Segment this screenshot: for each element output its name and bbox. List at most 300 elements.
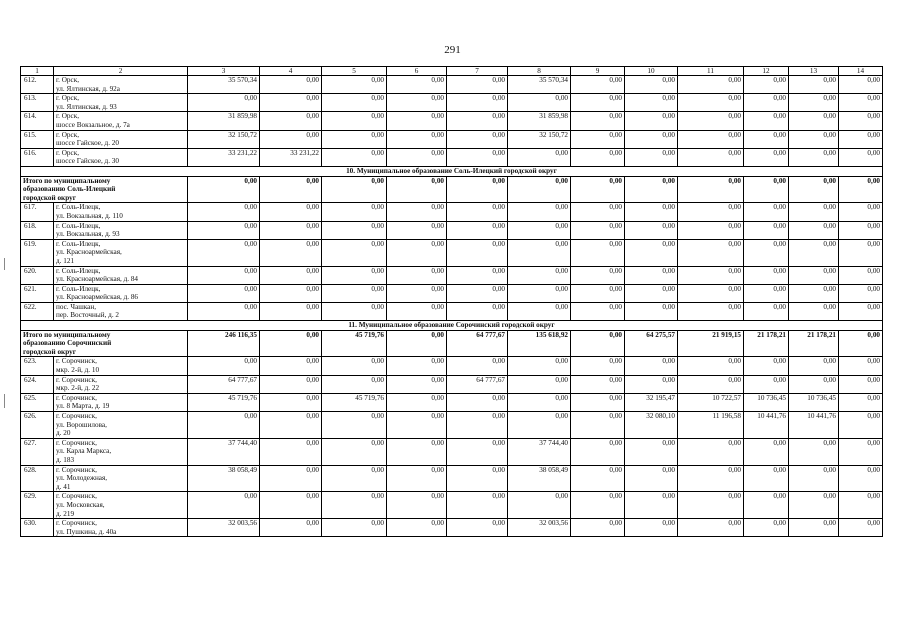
- table-row: [21, 221, 883, 239]
- value-cell: 0,00: [625, 357, 678, 375]
- value-cell: 0,00: [260, 176, 322, 203]
- value-cell: 0,00: [447, 465, 508, 492]
- value-cell: 0,00: [260, 221, 322, 239]
- address-line: г. Сорочинск,: [56, 357, 97, 366]
- value-cell: 0,00: [188, 176, 260, 203]
- address-cell: [54, 203, 188, 221]
- value-cell: 135 618,92: [508, 330, 571, 357]
- value-cell: 0,00: [387, 357, 447, 375]
- address-line: ул. Молодежная,: [56, 474, 108, 483]
- value-cell: 0,00: [839, 375, 883, 393]
- value-cell: 32 003,56: [188, 519, 260, 537]
- value-cell: 0,00: [322, 130, 387, 148]
- address-cell: [54, 130, 188, 148]
- value-cell: 0,00: [508, 412, 571, 439]
- value-cell: 0,00: [744, 176, 789, 203]
- value-cell: 0,00: [447, 357, 508, 375]
- value-cell: 0,00: [387, 393, 447, 411]
- total-label-line: городской округ: [23, 347, 76, 356]
- value-cell: 0,00: [322, 176, 387, 203]
- address-line: д. 20: [56, 429, 71, 438]
- value-cell: 0,00: [571, 239, 625, 266]
- value-cell: 0,00: [678, 76, 744, 94]
- table-row: [21, 302, 883, 320]
- value-cell: 0,00: [260, 76, 322, 94]
- value-cell: 0,00: [789, 438, 839, 465]
- value-cell: 0,00: [678, 148, 744, 166]
- value-cell: 64 777,67: [188, 375, 260, 393]
- table-row: [21, 76, 883, 94]
- header-cell: 14: [839, 67, 883, 76]
- value-cell: 0,00: [322, 357, 387, 375]
- value-cell: 10 736,45: [789, 393, 839, 411]
- value-cell: 0,00: [260, 412, 322, 439]
- value-cell: 21 178,21: [744, 330, 789, 357]
- total-label-line: образованию Соль-Илецкий: [23, 185, 116, 194]
- value-cell: 0,00: [789, 176, 839, 203]
- value-cell: 0,00: [571, 94, 625, 112]
- address-line: д. 41: [56, 482, 71, 491]
- value-cell: 10 722,57: [678, 393, 744, 411]
- value-cell: 45 719,76: [322, 330, 387, 357]
- address-line: шоссе Гайское, д. 30: [56, 157, 119, 166]
- total-row: [21, 330, 883, 357]
- value-cell: 0,00: [447, 284, 508, 302]
- header-cell: 7: [447, 67, 508, 76]
- table-row: [21, 438, 883, 465]
- table-row: [21, 357, 883, 375]
- total-row: [21, 176, 883, 203]
- value-cell: 0,00: [322, 284, 387, 302]
- address-line: г. Орск,: [56, 130, 79, 139]
- address-line: ул. Пушкина, д. 40а: [56, 527, 117, 536]
- table-row: [21, 284, 883, 302]
- address-cell: [54, 239, 188, 266]
- value-cell: 0,00: [260, 375, 322, 393]
- value-cell: 0,00: [188, 94, 260, 112]
- value-cell: 0,00: [188, 492, 260, 519]
- value-cell: 35 570,34: [188, 76, 260, 94]
- value-cell: 246 116,35: [188, 330, 260, 357]
- value-cell: 0,00: [387, 94, 447, 112]
- value-cell: 0,00: [260, 112, 322, 130]
- row-number: 627.: [21, 438, 54, 465]
- header-cell: 2: [54, 67, 188, 76]
- row-number: 629.: [21, 492, 54, 519]
- table-row: [21, 203, 883, 221]
- row-number: 613.: [21, 94, 54, 112]
- address-line: г. Орск,: [56, 148, 79, 157]
- value-cell: 31 859,98: [188, 112, 260, 130]
- address-line: пос. Чашкан,: [56, 302, 97, 311]
- value-cell: 0,00: [260, 302, 322, 320]
- row-number: 625.: [21, 393, 54, 411]
- value-cell: 10 441,76: [744, 412, 789, 439]
- value-cell: 0,00: [789, 94, 839, 112]
- value-cell: 0,00: [387, 148, 447, 166]
- value-cell: 0,00: [625, 148, 678, 166]
- address-line: мкр. 2-й, д. 22: [56, 384, 100, 393]
- value-cell: 0,00: [744, 221, 789, 239]
- header-cell: 1: [21, 67, 54, 76]
- value-cell: 33 231,22: [188, 148, 260, 166]
- table-row: [21, 239, 883, 266]
- value-cell: 64 777,67: [447, 375, 508, 393]
- value-cell: 0,00: [571, 221, 625, 239]
- value-cell: 0,00: [571, 176, 625, 203]
- address-line: ул. Красноармейская, д. 86: [56, 293, 139, 302]
- value-cell: 0,00: [678, 94, 744, 112]
- table-row: [21, 393, 883, 411]
- value-cell: 0,00: [744, 94, 789, 112]
- header-cell: 11: [678, 67, 744, 76]
- header-cell: 12: [744, 67, 789, 76]
- value-cell: 0,00: [571, 130, 625, 148]
- value-cell: 0,00: [625, 176, 678, 203]
- value-cell: 0,00: [387, 519, 447, 537]
- value-cell: 0,00: [678, 239, 744, 266]
- value-cell: 0,00: [387, 492, 447, 519]
- section-row: [21, 321, 883, 331]
- address-line: г. Соль-Илецк,: [56, 203, 101, 212]
- value-cell: 0,00: [839, 221, 883, 239]
- value-cell: 0,00: [260, 239, 322, 266]
- value-cell: 0,00: [260, 130, 322, 148]
- value-cell: 0,00: [789, 239, 839, 266]
- value-cell: 0,00: [387, 375, 447, 393]
- row-number: 630.: [21, 519, 54, 537]
- value-cell: 0,00: [322, 239, 387, 266]
- value-cell: 0,00: [260, 94, 322, 112]
- value-cell: 0,00: [508, 375, 571, 393]
- value-cell: 0,00: [188, 221, 260, 239]
- value-cell: 0,00: [387, 76, 447, 94]
- value-cell: 0,00: [625, 438, 678, 465]
- value-cell: 0,00: [678, 284, 744, 302]
- address-cell: [54, 112, 188, 130]
- value-cell: 0,00: [322, 94, 387, 112]
- value-cell: 0,00: [571, 76, 625, 94]
- value-cell: 0,00: [744, 148, 789, 166]
- value-cell: 0,00: [744, 76, 789, 94]
- value-cell: 0,00: [678, 176, 744, 203]
- value-cell: 0,00: [625, 112, 678, 130]
- value-cell: 0,00: [744, 465, 789, 492]
- value-cell: 0,00: [839, 302, 883, 320]
- header-cell: 9: [571, 67, 625, 76]
- value-cell: 0,00: [322, 465, 387, 492]
- value-cell: 0,00: [508, 221, 571, 239]
- address-line: г. Сорочинск,: [56, 393, 97, 402]
- value-cell: 0,00: [260, 465, 322, 492]
- address-cell: [54, 302, 188, 320]
- value-cell: 0,00: [571, 266, 625, 284]
- value-cell: 64 275,57: [625, 330, 678, 357]
- value-cell: 0,00: [744, 239, 789, 266]
- value-cell: 0,00: [508, 148, 571, 166]
- address-line: ул. Карла Маркса,: [56, 447, 112, 456]
- value-cell: 0,00: [678, 492, 744, 519]
- value-cell: 0,00: [508, 357, 571, 375]
- value-cell: 0,00: [260, 330, 322, 357]
- row-number: 628.: [21, 465, 54, 492]
- value-cell: 0,00: [839, 465, 883, 492]
- table-row: [21, 492, 883, 519]
- value-cell: 0,00: [322, 76, 387, 94]
- value-cell: 0,00: [322, 438, 387, 465]
- address-cell: [54, 266, 188, 284]
- value-cell: 0,00: [260, 438, 322, 465]
- value-cell: 0,00: [447, 519, 508, 537]
- value-cell: 35 570,34: [508, 76, 571, 94]
- row-number: 617.: [21, 203, 54, 221]
- value-cell: 0,00: [839, 176, 883, 203]
- value-cell: 11 196,58: [678, 412, 744, 439]
- value-cell: 0,00: [260, 203, 322, 221]
- value-cell: 0,00: [508, 302, 571, 320]
- address-line: ул. 8 Марта, д. 19: [56, 402, 110, 411]
- address-line: ул. Московская,: [56, 501, 105, 509]
- value-cell: 21 919,15: [678, 330, 744, 357]
- page-number: 291: [444, 44, 461, 56]
- section-title: 11. Муниципальное образование Сорочинский городской округ: [21, 321, 883, 331]
- value-cell: 10 736,45: [744, 393, 789, 411]
- address-cell: [54, 412, 188, 439]
- value-cell: 0,00: [571, 357, 625, 375]
- value-cell: 0,00: [789, 284, 839, 302]
- table-row: [21, 465, 883, 492]
- value-cell: 0,00: [625, 239, 678, 266]
- value-cell: 0,00: [678, 375, 744, 393]
- value-cell: 0,00: [508, 239, 571, 266]
- value-cell: 0,00: [678, 519, 744, 537]
- value-cell: 0,00: [387, 112, 447, 130]
- value-cell: 0,00: [188, 203, 260, 221]
- value-cell: 0,00: [188, 357, 260, 375]
- value-cell: 0,00: [839, 239, 883, 266]
- value-cell: 0,00: [571, 465, 625, 492]
- value-cell: 0,00: [447, 393, 508, 411]
- address-cell: [54, 465, 188, 492]
- table-row: [21, 519, 883, 537]
- value-cell: 0,00: [789, 519, 839, 537]
- value-cell: 0,00: [839, 94, 883, 112]
- value-cell: 0,00: [744, 203, 789, 221]
- value-cell: 0,00: [508, 266, 571, 284]
- value-cell: 0,00: [322, 221, 387, 239]
- value-cell: 0,00: [789, 76, 839, 94]
- value-cell: 0,00: [625, 76, 678, 94]
- row-number: 612.: [21, 76, 54, 94]
- value-cell: 0,00: [744, 492, 789, 519]
- value-cell: 0,00: [744, 112, 789, 130]
- address-line: г. Орск,: [56, 94, 79, 103]
- value-cell: 0,00: [387, 221, 447, 239]
- value-cell: 0,00: [571, 393, 625, 411]
- address-line: г. Сорочинск,: [56, 519, 97, 528]
- row-number: 618.: [21, 221, 54, 239]
- value-cell: 37 744,40: [508, 438, 571, 465]
- value-cell: 0,00: [839, 130, 883, 148]
- value-cell: 0,00: [260, 357, 322, 375]
- value-cell: 32 080,10: [625, 412, 678, 439]
- value-cell: 0,00: [571, 148, 625, 166]
- value-cell: 0,00: [839, 438, 883, 465]
- value-cell: 0,00: [744, 519, 789, 537]
- value-cell: 0,00: [322, 266, 387, 284]
- value-cell: 0,00: [447, 438, 508, 465]
- value-cell: 0,00: [678, 112, 744, 130]
- value-cell: 0,00: [188, 239, 260, 266]
- address-cell: [54, 375, 188, 393]
- value-cell: 0,00: [839, 492, 883, 519]
- value-cell: 0,00: [447, 112, 508, 130]
- value-cell: 0,00: [571, 375, 625, 393]
- value-cell: 0,00: [571, 492, 625, 519]
- value-cell: 0,00: [839, 412, 883, 439]
- value-cell: 32 003,56: [508, 519, 571, 537]
- row-number: 622.: [21, 302, 54, 320]
- row-number: 626.: [21, 412, 54, 439]
- row-number: 624.: [21, 375, 54, 393]
- value-cell: 0,00: [839, 266, 883, 284]
- value-cell: 0,00: [447, 76, 508, 94]
- value-cell: 0,00: [447, 203, 508, 221]
- table-body: [21, 67, 883, 537]
- value-cell: 0,00: [188, 266, 260, 284]
- value-cell: 45 719,76: [322, 393, 387, 411]
- value-cell: 0,00: [789, 148, 839, 166]
- value-cell: 0,00: [789, 130, 839, 148]
- value-cell: 0,00: [260, 284, 322, 302]
- total-label: [21, 330, 188, 357]
- value-cell: 0,00: [625, 203, 678, 221]
- value-cell: 10 441,76: [789, 412, 839, 439]
- value-cell: 0,00: [789, 221, 839, 239]
- value-cell: 0,00: [387, 239, 447, 266]
- data-table: [20, 66, 883, 537]
- value-cell: 0,00: [789, 492, 839, 519]
- value-cell: 0,00: [447, 266, 508, 284]
- value-cell: 0,00: [387, 176, 447, 203]
- value-cell: 0,00: [744, 302, 789, 320]
- value-cell: 0,00: [447, 492, 508, 519]
- value-cell: 0,00: [571, 302, 625, 320]
- value-cell: 0,00: [625, 284, 678, 302]
- value-cell: 0,00: [678, 130, 744, 148]
- value-cell: 0,00: [789, 465, 839, 492]
- value-cell: 0,00: [678, 302, 744, 320]
- value-cell: 31 859,98: [508, 112, 571, 130]
- table-row: [21, 412, 883, 439]
- value-cell: 0,00: [387, 330, 447, 357]
- value-cell: 0,00: [789, 302, 839, 320]
- address-line: пер. Восточный, д. 2: [56, 311, 120, 320]
- address-line: ул. Красноармейская,: [56, 248, 122, 257]
- row-number: 615.: [21, 130, 54, 148]
- row-number: 623.: [21, 357, 54, 375]
- value-cell: 0,00: [322, 492, 387, 519]
- value-cell: 0,00: [839, 393, 883, 411]
- address-line: д. 121: [56, 256, 75, 265]
- address-line: ул. Ялтинская, д. 92а: [56, 84, 120, 93]
- total-label-line: Итого по муниципальному: [23, 330, 111, 339]
- header-row: [21, 67, 883, 76]
- address-cell: [54, 393, 188, 411]
- value-cell: 0,00: [678, 266, 744, 284]
- address-line: ул. Ялтинская, д. 93: [56, 102, 117, 111]
- address-line: шоссе Вокзальное, д. 7а: [56, 120, 130, 129]
- header-cell: 5: [322, 67, 387, 76]
- value-cell: 0,00: [322, 412, 387, 439]
- value-cell: 0,00: [508, 284, 571, 302]
- row-number: 621.: [21, 284, 54, 302]
- value-cell: 0,00: [789, 357, 839, 375]
- address-cell: [54, 284, 188, 302]
- address-line: г. Сорочинск,: [56, 438, 97, 447]
- value-cell: 0,00: [625, 375, 678, 393]
- value-cell: 0,00: [260, 266, 322, 284]
- header-cell: 4: [260, 67, 322, 76]
- value-cell: 21 178,21: [789, 330, 839, 357]
- value-cell: 0,00: [571, 519, 625, 537]
- value-cell: 0,00: [625, 519, 678, 537]
- address-cell: [54, 76, 188, 94]
- value-cell: 0,00: [447, 130, 508, 148]
- total-label-line: городской округ: [23, 193, 76, 202]
- address-line: ул. Вокзальная, д. 93: [56, 230, 120, 239]
- value-cell: 0,00: [625, 465, 678, 492]
- value-cell: 0,00: [625, 302, 678, 320]
- address-line: г. Сорочинск,: [56, 492, 97, 501]
- address-line: г. Сорочинск,: [56, 465, 97, 474]
- value-cell: 0,00: [744, 357, 789, 375]
- value-cell: 0,00: [678, 357, 744, 375]
- section-row: [21, 166, 883, 176]
- value-cell: 0,00: [387, 284, 447, 302]
- value-cell: 0,00: [188, 412, 260, 439]
- value-cell: 0,00: [508, 393, 571, 411]
- value-cell: 0,00: [260, 492, 322, 519]
- value-cell: 0,00: [744, 266, 789, 284]
- value-cell: 0,00: [322, 148, 387, 166]
- value-cell: 0,00: [508, 492, 571, 519]
- address-cell: [54, 492, 188, 519]
- value-cell: 33 231,22: [260, 148, 322, 166]
- address-line: д. 219: [56, 509, 75, 518]
- row-number: 616.: [21, 148, 54, 166]
- header-cell: 13: [789, 67, 839, 76]
- value-cell: 0,00: [508, 94, 571, 112]
- value-cell: 0,00: [839, 148, 883, 166]
- value-cell: 0,00: [839, 519, 883, 537]
- value-cell: 0,00: [387, 302, 447, 320]
- address-line: г. Орск,: [56, 76, 79, 84]
- value-cell: 37 744,40: [188, 438, 260, 465]
- address-line: г. Сорочинск,: [56, 412, 97, 421]
- value-cell: 0,00: [260, 519, 322, 537]
- value-cell: 0,00: [571, 438, 625, 465]
- address-line: г. Орск,: [56, 112, 79, 121]
- value-cell: 0,00: [322, 112, 387, 130]
- table-row: [21, 94, 883, 112]
- value-cell: 0,00: [625, 130, 678, 148]
- value-cell: 0,00: [571, 284, 625, 302]
- header-cell: 3: [188, 67, 260, 76]
- address-cell: [54, 519, 188, 537]
- value-cell: 0,00: [744, 130, 789, 148]
- table-row: [21, 148, 883, 166]
